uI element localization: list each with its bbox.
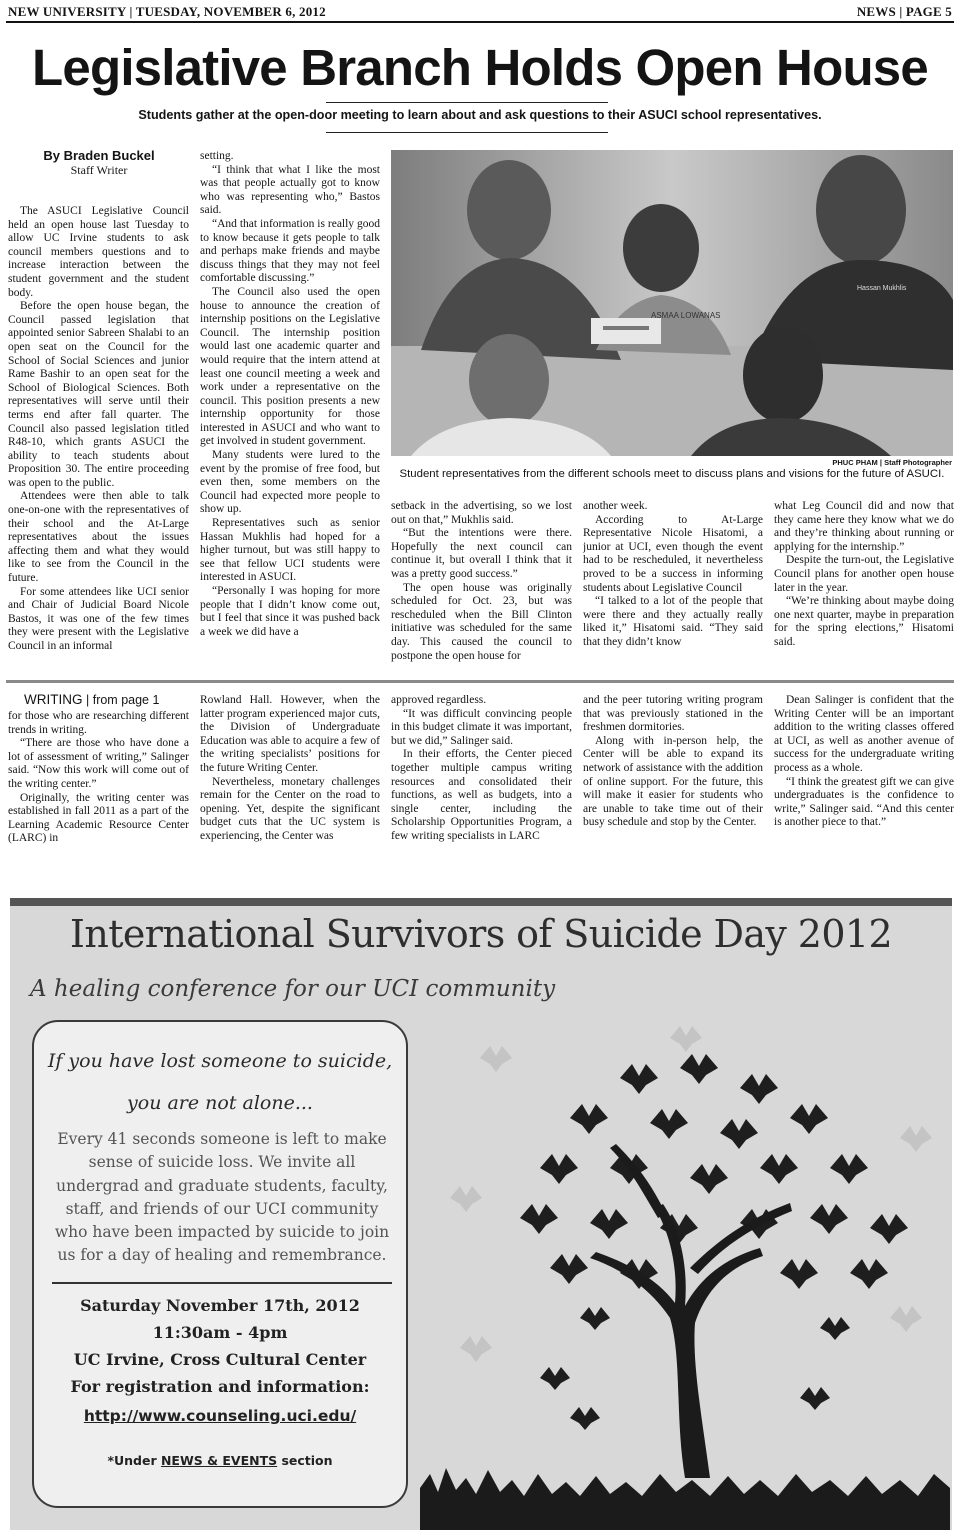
- paragraph: In their efforts, the Center pieced together multiple campus writing resources and consolidated their functions, as well as budgets, into a single center, including the Scholarship Opportunities Program, a few writing specialists in LARC: [391, 748, 572, 842]
- article-column-5: [774, 500, 954, 668]
- writing-column-2: [200, 694, 380, 880]
- paragraph: Before the open house began, the Council passed legislation that appointed senior Sabreen Shalabi to an open seat on the Council for the School of Social Sciences and junior Rame Bashir to an open seat for the School of Biological Sciences. Both representatives will serve until their terms end after fall quarter. The Council also passed legislation titled R48-10, which grants ASUCI the ability to teach students about Proposition 30. The entire proceeding was open to the public.: [8, 300, 189, 489]
- article-photo: [391, 150, 953, 456]
- jump-from: from page 1: [92, 693, 160, 707]
- ad-note: [34, 1453, 406, 1468]
- paragraph: Originally, the writing center was established in fall 2011 as a part of the Learning Academic Resource Center (LARC) in: [8, 791, 189, 845]
- tree-trunk: [590, 1144, 792, 1478]
- paragraph: “Personally I was hoping for more people that I didn’t know come out, but I feel that since it was pushed back a week we did have a: [200, 585, 380, 638]
- paragraph: For some attendees like UCI senior and Chair of Judicial Board Nicole Bastos, it was one of the few times they were present with the Legislative Council in an informal: [8, 585, 189, 652]
- byline-title: Staff Writer: [70, 163, 128, 177]
- ad-note-suffix: section: [277, 1453, 333, 1468]
- photo-caption: Student representatives from the different schools meet to discuss plans and visions for the future of ASUCI.: [399, 468, 945, 480]
- folio-left: NEW UNIVERSITY | TUESDAY, NOVEMBER 6, 2012: [8, 4, 326, 19]
- paragraph: Dean Salinger is confident that the Writing Center will be an important addition to the writing classes offered at UCI, as well as another avenue of success for the undergraduate writing process as a whole.: [774, 694, 954, 774]
- byline: [8, 148, 190, 178]
- paragraph: Many students were lured to the event by the promise of free food, but even then, some members on the Council had expected more people to show up.: [200, 449, 380, 516]
- paragraph: “I talked to a lot of the people that were there and they actually really liked it,” Hisatomi said. “They said that they didn’t know: [583, 595, 763, 648]
- name-plate-right: Hassan Mukhlis: [857, 285, 907, 292]
- ad-registration: For registration and information:: [70, 1377, 370, 1396]
- paragraph: “We’re thinking about maybe doing one next quarter, maybe in preparation for the spring elections,” Hisatomi said.: [774, 595, 954, 648]
- paragraph: setting.: [200, 150, 234, 162]
- article-column-4: [583, 500, 763, 668]
- ad-date: Saturday November 17th, 2012: [80, 1296, 360, 1315]
- folio-right: NEWS | PAGE 5: [856, 4, 952, 19]
- tree-butterflies: [520, 1054, 908, 1430]
- ad-divider: [52, 1282, 392, 1284]
- ad-body-text: Every 41 seconds someone is left to make sense of suicide loss. We invite all undergrad and graduate students, faculty, staff, and friends of our UCI community who have been impacted by suicide to join us for a day of healing and remembrance.: [54, 1130, 390, 1265]
- paragraph: and the peer tutoring writing program that was previously stationed in the freshmen dormitories.: [583, 694, 763, 734]
- article-column-2: [200, 150, 380, 668]
- writing-column-1: [8, 710, 189, 880]
- paragraph: Despite the turn-out, the Legislative Council plans for another open house later in the year.: [774, 554, 954, 594]
- paragraph: Attendees were then able to talk one-on-one with the representatives of their school and the At-Large representatives about the issues affecting them and what they would like to see from the Council in the future.: [8, 490, 189, 585]
- ad-location: UC Irvine, Cross Cultural Center: [73, 1350, 367, 1369]
- paragraph: for those who are researching different trends in writing.: [8, 710, 189, 736]
- paragraph: Representatives such as senior Hassan Mukhlis had hoped for a higher turnout, but was still happy to see that fellow UCI students were interested in ASUCI.: [200, 517, 380, 584]
- paragraph: another week.: [583, 500, 648, 512]
- writing-column-3: [391, 694, 572, 880]
- ad-top-stripe: [10, 898, 952, 906]
- ad-note-prefix: *Under: [107, 1453, 161, 1468]
- ad-subtitle: A healing conference for our UCI community: [30, 976, 556, 1002]
- article-column-1: [8, 205, 189, 667]
- writing-column-4: [583, 694, 763, 880]
- paragraph: what Leg Council did and now that they came here they know what we do and they’re thinking about running or applying for the internship.”: [774, 500, 954, 553]
- paragraph: approved regardless.: [391, 694, 487, 706]
- paragraph: Rowland Hall. However, when the latter program experienced major cuts, the Division of Undergraduate Education was able to acquire a few of the writing specialists’ positions for the future Writing Center.: [200, 694, 380, 774]
- byline-name: By Braden Buckel: [43, 148, 155, 163]
- name-plate-left: ASMAA LOWANAS: [651, 311, 721, 320]
- ad-info-box: [32, 1020, 408, 1508]
- section-divider: [6, 680, 954, 683]
- suicide-day-ad: [10, 898, 952, 1530]
- paragraph: The open house was originally scheduled for Oct. 23, but was rescheduled when the Bill Clinton initiative was scheduled for the same day. This caused the council to postpone the open house for: [391, 581, 572, 662]
- jump-separator: |: [85, 693, 90, 707]
- paragraph: Nevertheless, monetary challenges remain for the Center on the road to opening. Yet, despite the significant budget cuts that the UC system is experiencing, the Center was: [200, 775, 380, 842]
- jump-label: WRITING: [24, 692, 83, 707]
- paragraph: “There are those who have done a lot of assessment of writing,” Salinger said. “Now this work will come out of the writing center.”: [8, 737, 189, 790]
- article-headline: Legislative Branch Holds Open House: [32, 39, 928, 96]
- jump-heading: [24, 692, 159, 707]
- photo-illustration: [391, 150, 953, 456]
- deck-rule-bottom: [326, 132, 608, 133]
- article-deck: Students gather at the open-door meeting to learn about and ask questions to their ASUCI school representatives.: [138, 108, 822, 122]
- paragraph: setback in the advertising, so we lost out on that,” Mukhlis said.: [391, 500, 572, 526]
- ad-news-events-link[interactable]: NEWS & EVENTS: [160, 1453, 278, 1468]
- paragraph: Along with in-person help, the Center will be able to expand its network of assistance with the addition of online support. For the future, this will make it easier for students who are unable to take time out of their busy schedule and stop by the Center.: [583, 734, 763, 829]
- paragraph: “I think that what I like the most was that people actually got to know who was representing who,” Bastos said.: [200, 163, 380, 217]
- ad-title: International Survivors of Suicide Day 2012: [69, 912, 893, 956]
- paragraph: The ASUCI Legislative Council held an open house last Tuesday to allow UC Irvine students to ask council members questions and to increase interaction between the student government and the student body.: [8, 205, 189, 299]
- article-column-3: [391, 500, 572, 668]
- paragraph: According to At-Large Representative Nicole Hisatomi, a junior at UCI, even though the event had to be rescheduled, it nevertheless proved to be a success in informing students about Legislative Council: [583, 513, 763, 594]
- header-rule: [6, 21, 954, 23]
- photo-credit: PHUC PHAM | Staff Photographer: [832, 458, 952, 467]
- paragraph: The Council also used the open house to announce the creation of internship positions on the Legislative Council. The internship position would last one academic quarter and would require that the intern attend at least one council meeting a week and work under a representative on the council. This position presents a new internship opportunity for those interested in ASUCI and who want to get involved in student government.: [200, 285, 380, 448]
- butterfly-tree-illustration: [420, 1018, 950, 1530]
- paragraph: “I think the greatest gift we can give undergraduates is the confidence to write,” Salinger said. “And this center is another piece to that.”: [774, 775, 954, 829]
- ad-url-link[interactable]: http://www.counseling.uci.edu/: [83, 1407, 357, 1425]
- paragraph: “But the intentions were there. Hopefully the next council can continue it, but overall I think that it was a pretty good success.”: [391, 527, 572, 580]
- ad-handwritten-line-2: you are not alone...: [127, 1092, 313, 1114]
- writing-column-5: [774, 694, 954, 880]
- ad-handwritten-line-1: If you have lost someone to suicide,: [47, 1050, 393, 1072]
- ad-time: 11:30am - 4pm: [152, 1323, 288, 1342]
- paragraph: “And that information is really good to know because it gets people to talk and perhaps make friends and maybe discuss things that they may not feel comfortable discussing.”: [200, 217, 380, 285]
- deck-rule-top: [326, 102, 608, 103]
- paragraph: “It was difficult convincing people in this budget climate it was important, but we did,” Salinger said.: [391, 707, 572, 747]
